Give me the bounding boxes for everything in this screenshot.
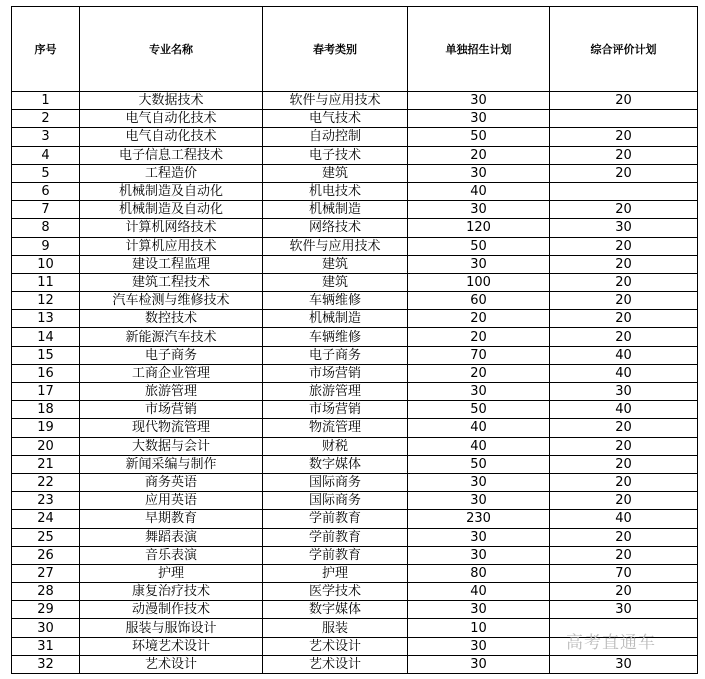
cell-comprehensive-plan: 20 <box>550 92 698 110</box>
cell-single-plan: 30 <box>408 492 550 510</box>
cell-no: 22 <box>12 473 80 491</box>
table-row <box>12 473 698 491</box>
cell-category: 数字媒体 <box>263 601 408 619</box>
cell-comprehensive-plan: 20 <box>550 455 698 473</box>
cell-comprehensive-plan <box>550 110 698 128</box>
cell-comprehensive-plan: 20 <box>550 583 698 601</box>
cell-major: 建筑工程技术 <box>80 273 263 291</box>
cell-single-plan: 40 <box>408 437 550 455</box>
cell-major: 电子商务 <box>80 346 263 364</box>
table-row <box>12 655 698 673</box>
cell-category: 护理 <box>263 564 408 582</box>
cell-no: 23 <box>12 492 80 510</box>
cell-single-plan: 70 <box>408 346 550 364</box>
cell-category: 学前教育 <box>263 528 408 546</box>
cell-category: 建筑 <box>263 273 408 291</box>
cell-single-plan: 30 <box>408 473 550 491</box>
table-row <box>12 546 698 564</box>
header-no: 序号 <box>12 7 80 92</box>
cell-no: 31 <box>12 637 80 655</box>
cell-major: 机械制造及自动化 <box>80 182 263 200</box>
table-row <box>12 292 698 310</box>
table-row <box>12 564 698 582</box>
watermark: 高考直通车 <box>566 633 656 653</box>
cell-category: 电子技术 <box>263 146 408 164</box>
cell-comprehensive-plan: 20 <box>550 419 698 437</box>
cell-single-plan: 20 <box>408 364 550 382</box>
cell-comprehensive-plan: 20 <box>550 128 698 146</box>
cell-major: 大数据技术 <box>80 92 263 110</box>
cell-major: 电气自动化技术 <box>80 110 263 128</box>
cell-comprehensive-plan: 30 <box>550 383 698 401</box>
cell-major: 现代物流管理 <box>80 419 263 437</box>
cell-major: 建设工程监理 <box>80 255 263 273</box>
cell-category: 学前教育 <box>263 546 408 564</box>
cell-no: 10 <box>12 255 80 273</box>
cell-comprehensive-plan <box>550 182 698 200</box>
cell-single-plan: 30 <box>408 110 550 128</box>
cell-comprehensive-plan: 30 <box>550 601 698 619</box>
cell-comprehensive-plan: 20 <box>550 201 698 219</box>
cell-single-plan: 30 <box>408 546 550 564</box>
cell-comprehensive-plan: 70 <box>550 564 698 582</box>
cell-major: 数控技术 <box>80 310 263 328</box>
cell-single-plan: 30 <box>408 655 550 673</box>
cell-category: 旅游管理 <box>263 383 408 401</box>
cell-category: 车辆维修 <box>263 292 408 310</box>
cell-comprehensive-plan: 20 <box>550 292 698 310</box>
cell-comprehensive-plan: 20 <box>550 164 698 182</box>
cell-single-plan: 30 <box>408 528 550 546</box>
cell-single-plan: 40 <box>408 182 550 200</box>
cell-comprehensive-plan: 40 <box>550 401 698 419</box>
cell-comprehensive-plan: 20 <box>550 492 698 510</box>
table-row <box>12 237 698 255</box>
table-row <box>12 219 698 237</box>
cell-category: 电子商务 <box>263 346 408 364</box>
cell-single-plan: 50 <box>408 401 550 419</box>
cell-major: 汽车检测与维修技术 <box>80 292 263 310</box>
cell-major: 音乐表演 <box>80 546 263 564</box>
cell-single-plan: 30 <box>408 164 550 182</box>
cell-no: 6 <box>12 182 80 200</box>
cell-single-plan: 10 <box>408 619 550 637</box>
table-row <box>12 510 698 528</box>
table-row <box>12 346 698 364</box>
cell-category: 软件与应用技术 <box>263 237 408 255</box>
cell-category: 学前教育 <box>263 510 408 528</box>
cell-no: 8 <box>12 219 80 237</box>
cell-major: 早期教育 <box>80 510 263 528</box>
cell-comprehensive-plan: 20 <box>550 473 698 491</box>
table-row <box>12 273 698 291</box>
cell-single-plan: 20 <box>408 310 550 328</box>
cell-no: 28 <box>12 583 80 601</box>
cell-no: 3 <box>12 128 80 146</box>
table-row <box>12 92 698 110</box>
cell-no: 25 <box>12 528 80 546</box>
cell-category: 电气技术 <box>263 110 408 128</box>
cell-single-plan: 30 <box>408 92 550 110</box>
cell-no: 4 <box>12 146 80 164</box>
cell-no: 1 <box>12 92 80 110</box>
header-category: 春考类别 <box>263 7 408 92</box>
table-row <box>12 419 698 437</box>
table-row <box>12 455 698 473</box>
cell-no: 9 <box>12 237 80 255</box>
cell-comprehensive-plan: 30 <box>550 219 698 237</box>
cell-category: 国际商务 <box>263 473 408 491</box>
cell-comprehensive-plan: 40 <box>550 510 698 528</box>
cell-no: 20 <box>12 437 80 455</box>
table-body <box>12 92 698 674</box>
cell-category: 市场营销 <box>263 401 408 419</box>
cell-no: 7 <box>12 201 80 219</box>
cell-major: 新闻采编与制作 <box>80 455 263 473</box>
cell-comprehensive-plan: 20 <box>550 528 698 546</box>
cell-no: 11 <box>12 273 80 291</box>
cell-major: 服装与服饰设计 <box>80 619 263 637</box>
table-row <box>12 164 698 182</box>
cell-major: 动漫制作技术 <box>80 601 263 619</box>
cell-category: 建筑 <box>263 255 408 273</box>
cell-single-plan: 50 <box>408 128 550 146</box>
cell-comprehensive-plan: 20 <box>550 255 698 273</box>
cell-major: 计算机应用技术 <box>80 237 263 255</box>
cell-no: 21 <box>12 455 80 473</box>
cell-no: 26 <box>12 546 80 564</box>
cell-comprehensive-plan: 40 <box>550 346 698 364</box>
cell-no: 12 <box>12 292 80 310</box>
cell-major: 环境艺术设计 <box>80 637 263 655</box>
cell-major: 应用英语 <box>80 492 263 510</box>
cell-category: 物流管理 <box>263 419 408 437</box>
cell-category: 车辆维修 <box>263 328 408 346</box>
cell-no: 16 <box>12 364 80 382</box>
table-row <box>12 201 698 219</box>
table-row <box>12 255 698 273</box>
table-row <box>12 328 698 346</box>
cell-no: 30 <box>12 619 80 637</box>
table-row <box>12 128 698 146</box>
admission-plan-table <box>11 6 698 674</box>
table-row <box>12 601 698 619</box>
cell-major: 工程造价 <box>80 164 263 182</box>
cell-single-plan: 20 <box>408 146 550 164</box>
cell-category: 市场营销 <box>263 364 408 382</box>
cell-category: 艺术设计 <box>263 655 408 673</box>
cell-single-plan: 30 <box>408 201 550 219</box>
cell-comprehensive-plan: 30 <box>550 655 698 673</box>
header-major: 专业名称 <box>80 7 263 92</box>
cell-category: 机电技术 <box>263 182 408 200</box>
cell-comprehensive-plan: 20 <box>550 328 698 346</box>
cell-no: 27 <box>12 564 80 582</box>
cell-single-plan: 120 <box>408 219 550 237</box>
table-row <box>12 110 698 128</box>
cell-major: 机械制造及自动化 <box>80 201 263 219</box>
header-comprehensive-plan: 综合评价计划 <box>550 7 698 92</box>
cell-major: 新能源汽车技术 <box>80 328 263 346</box>
cell-single-plan: 100 <box>408 273 550 291</box>
cell-category: 建筑 <box>263 164 408 182</box>
cell-comprehensive-plan: 40 <box>550 364 698 382</box>
cell-no: 17 <box>12 383 80 401</box>
cell-major: 计算机网络技术 <box>80 219 263 237</box>
cell-comprehensive-plan: 20 <box>550 237 698 255</box>
cell-single-plan: 80 <box>408 564 550 582</box>
cell-category: 机械制造 <box>263 310 408 328</box>
cell-no: 18 <box>12 401 80 419</box>
cell-single-plan: 50 <box>408 455 550 473</box>
header-single-plan: 单独招生计划 <box>408 7 550 92</box>
cell-major: 旅游管理 <box>80 383 263 401</box>
cell-comprehensive-plan: 20 <box>550 437 698 455</box>
cell-no: 15 <box>12 346 80 364</box>
cell-category: 艺术设计 <box>263 637 408 655</box>
table-row <box>12 583 698 601</box>
cell-major: 康复治疗技术 <box>80 583 263 601</box>
table-row <box>12 528 698 546</box>
cell-comprehensive-plan: 20 <box>550 146 698 164</box>
cell-single-plan: 230 <box>408 510 550 528</box>
cell-major: 市场营销 <box>80 401 263 419</box>
table-row <box>12 383 698 401</box>
cell-no: 19 <box>12 419 80 437</box>
header-row <box>12 7 698 92</box>
cell-category: 国际商务 <box>263 492 408 510</box>
cell-no: 5 <box>12 164 80 182</box>
cell-category: 软件与应用技术 <box>263 92 408 110</box>
cell-major: 商务英语 <box>80 473 263 491</box>
cell-single-plan: 40 <box>408 419 550 437</box>
cell-major: 工商企业管理 <box>80 364 263 382</box>
cell-category: 网络技术 <box>263 219 408 237</box>
cell-major: 电气自动化技术 <box>80 128 263 146</box>
cell-category: 医学技术 <box>263 583 408 601</box>
table-row <box>12 310 698 328</box>
cell-single-plan: 30 <box>408 383 550 401</box>
cell-comprehensive-plan: 20 <box>550 546 698 564</box>
cell-single-plan: 30 <box>408 637 550 655</box>
cell-category: 自动控制 <box>263 128 408 146</box>
cell-category: 服装 <box>263 619 408 637</box>
cell-single-plan: 20 <box>408 328 550 346</box>
cell-category: 机械制造 <box>263 201 408 219</box>
cell-no: 32 <box>12 655 80 673</box>
cell-no: 14 <box>12 328 80 346</box>
cell-single-plan: 60 <box>408 292 550 310</box>
cell-major: 大数据与会计 <box>80 437 263 455</box>
cell-comprehensive-plan: 20 <box>550 310 698 328</box>
cell-major: 艺术设计 <box>80 655 263 673</box>
cell-major: 电子信息工程技术 <box>80 146 263 164</box>
table-row <box>12 437 698 455</box>
cell-single-plan: 30 <box>408 255 550 273</box>
cell-category: 财税 <box>263 437 408 455</box>
cell-comprehensive-plan: 20 <box>550 273 698 291</box>
table-row <box>12 492 698 510</box>
cell-no: 24 <box>12 510 80 528</box>
table-row <box>12 364 698 382</box>
cell-major: 舞蹈表演 <box>80 528 263 546</box>
cell-category: 数字媒体 <box>263 455 408 473</box>
cell-single-plan: 50 <box>408 237 550 255</box>
cell-no: 2 <box>12 110 80 128</box>
cell-no: 13 <box>12 310 80 328</box>
table-row <box>12 182 698 200</box>
cell-major: 护理 <box>80 564 263 582</box>
table-row <box>12 401 698 419</box>
table-row <box>12 146 698 164</box>
cell-single-plan: 40 <box>408 583 550 601</box>
cell-no: 29 <box>12 601 80 619</box>
cell-single-plan: 30 <box>408 601 550 619</box>
